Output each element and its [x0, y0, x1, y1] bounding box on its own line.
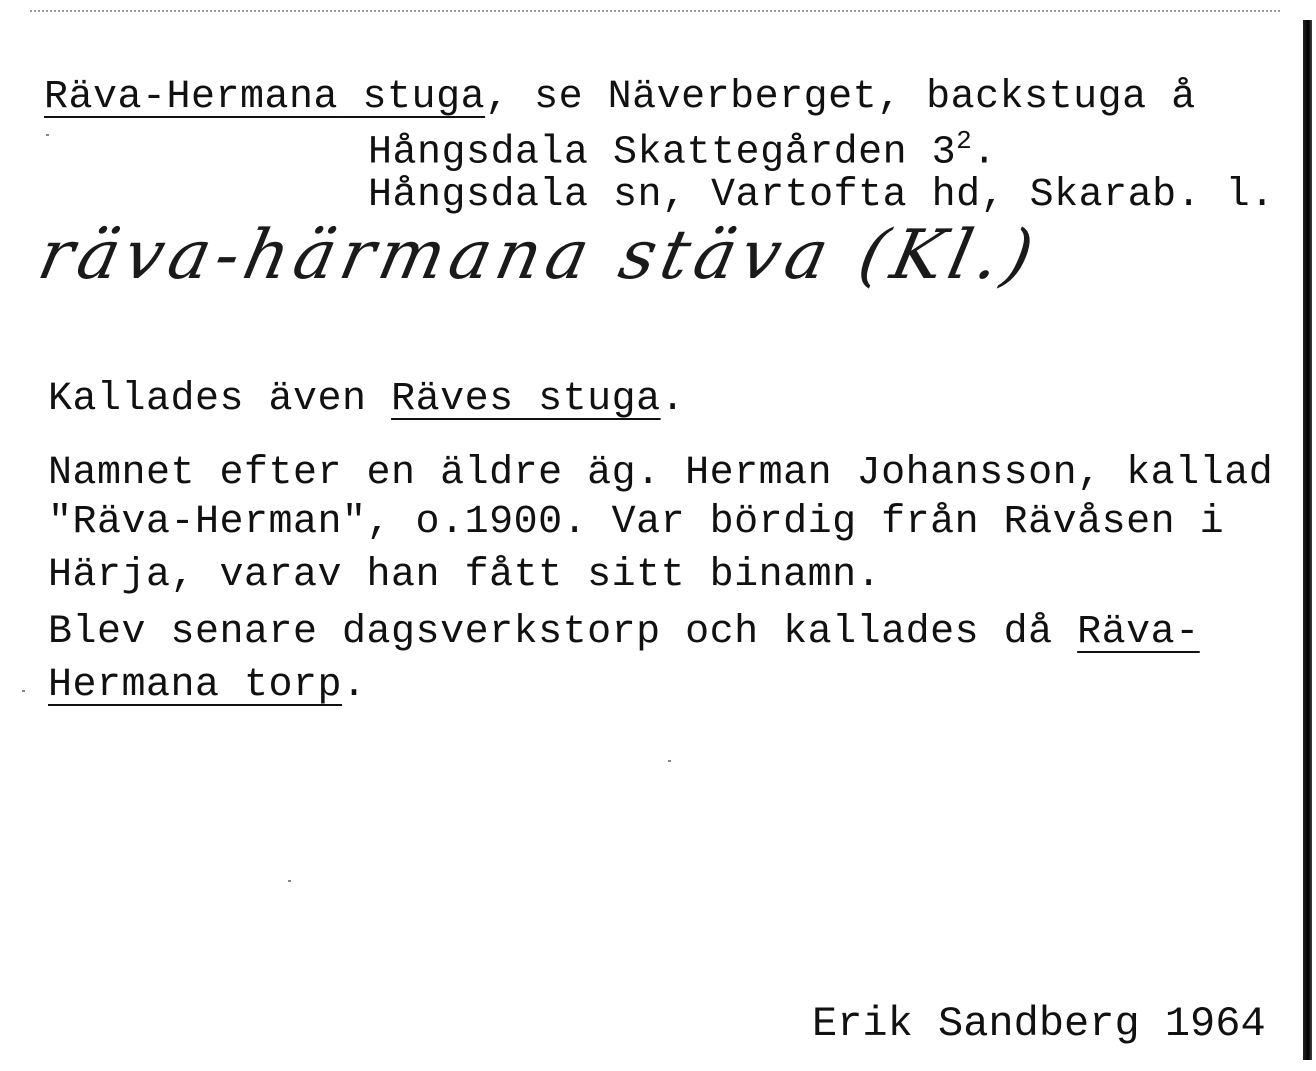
torp-name-part-1: Räva- [1077, 610, 1200, 655]
alias-line [48, 377, 686, 422]
location-line-2: Hångsdala sn, Vartofta hd, Skarab. l. [368, 173, 1275, 218]
heading-line [44, 75, 1196, 120]
scan-speck [46, 134, 49, 136]
torp-name-part-2: Hermana torp [48, 663, 343, 708]
location-line-1-end: . [972, 130, 997, 176]
signature: Erik Sandberg 1964 [812, 1000, 1266, 1048]
paragraph-1-line-3: Härja, varav han fått sitt binamn. [48, 553, 882, 598]
alias-suffix: . [660, 377, 686, 422]
heading-rest: , se Näverberget, backstuga å [485, 75, 1196, 120]
alias-prefix: Kallades även [48, 377, 392, 422]
location-line-1 [368, 126, 997, 176]
paragraph-2-prefix: Blev senare dagsverkstorp och kallades då [48, 610, 1078, 655]
location-line-1-text: Hångsdala Skattegården 3 [368, 130, 957, 176]
paragraph-2-suffix: . [342, 663, 367, 708]
scan-speck [288, 880, 291, 882]
place-name: Räva-Hermana [44, 75, 339, 120]
scan-speck [668, 760, 671, 762]
paragraph-1-line-1: Namnet efter en äldre äg. Herman Johansson, kallad [48, 451, 1274, 496]
handwritten-pronunciation: räva-härmana stäva (Kl.) [31, 216, 1046, 295]
card-top-border [30, 10, 1280, 12]
paragraph-1-line-2: "Räva-Herman", o.1900. Var bördig från Rävåsen i [48, 500, 1225, 545]
card-right-edge [1303, 20, 1312, 1060]
alias-name: Räves stuga [391, 377, 661, 422]
paragraph-2-line-1 [48, 610, 1200, 655]
location-superscript: 2 [956, 126, 973, 156]
scan-speck [22, 690, 25, 692]
paragraph-2-line-2 [48, 663, 367, 708]
place-name-cont: stuga [338, 75, 486, 120]
